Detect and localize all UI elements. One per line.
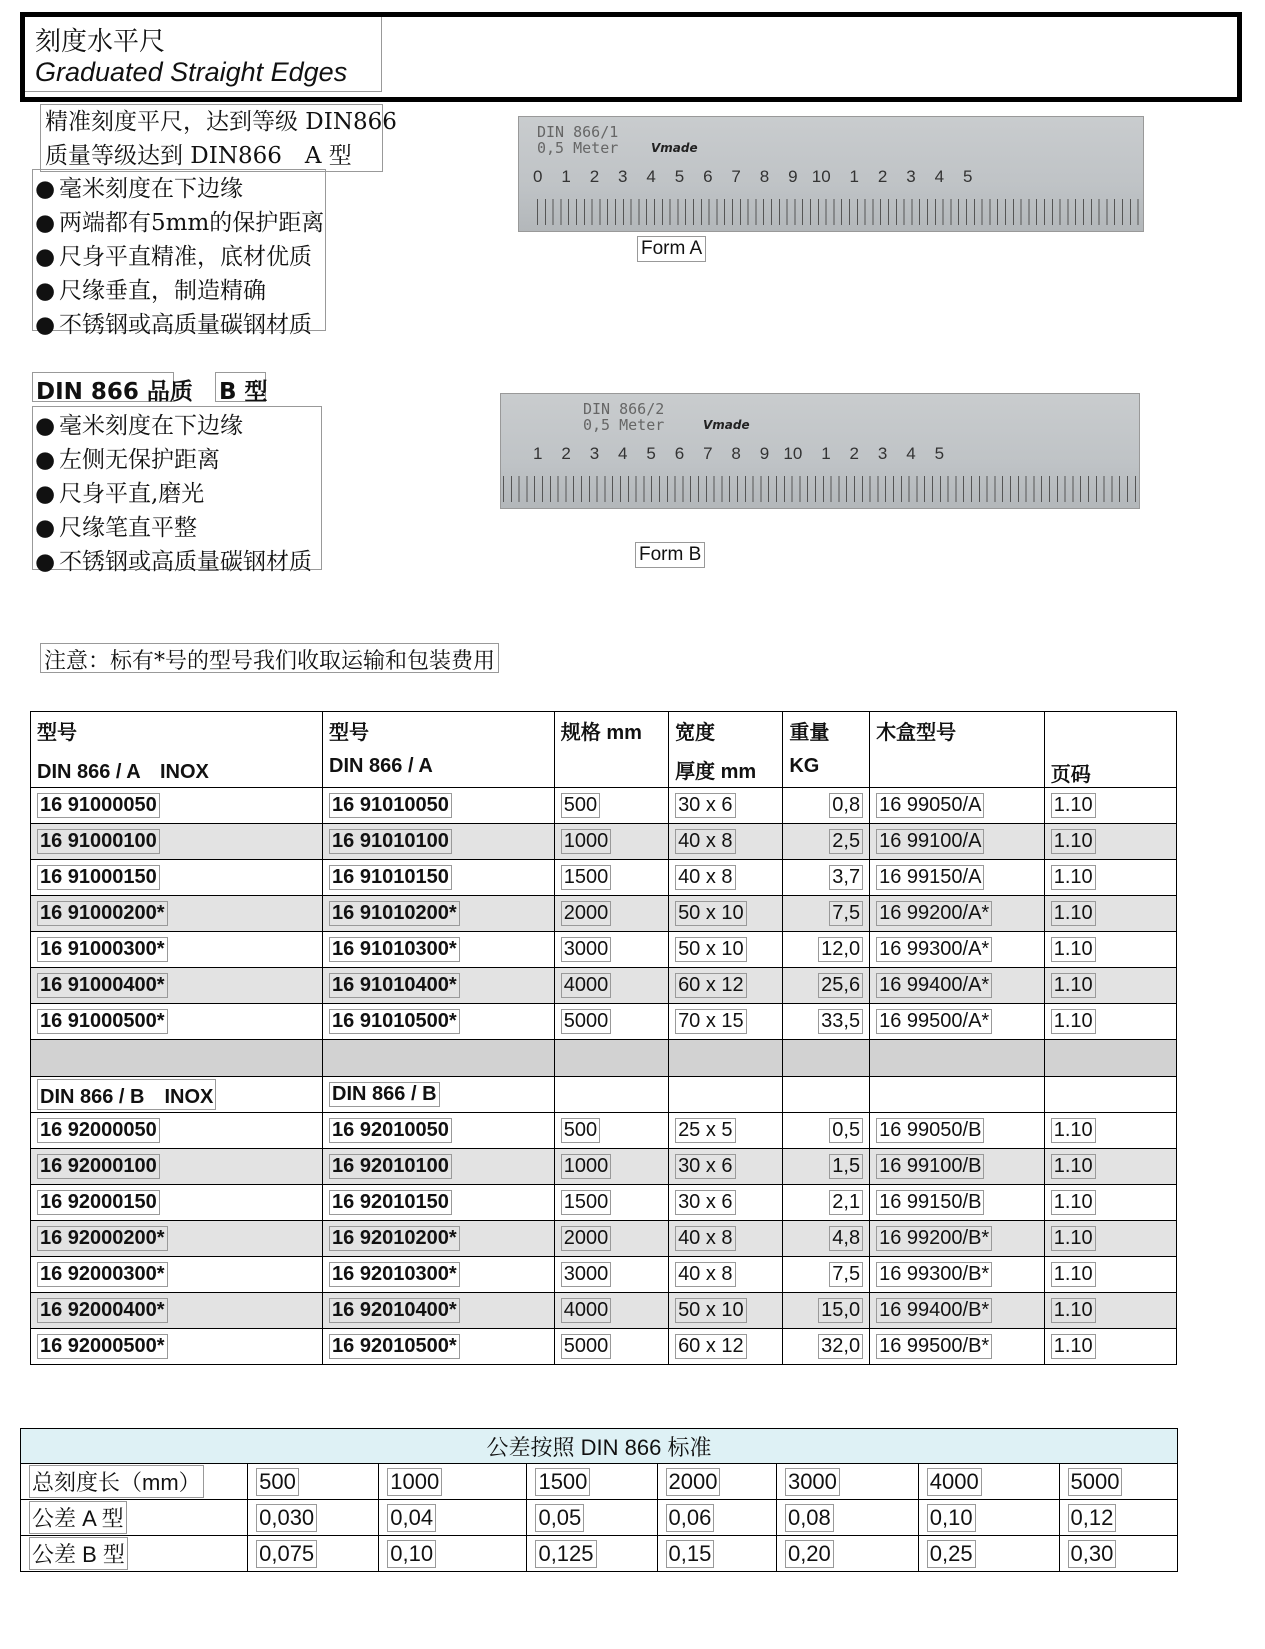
box-model-cell: 16 99050/B [870, 1113, 1045, 1149]
product-table [30, 711, 1177, 1365]
bullet-icon: ● [35, 515, 56, 541]
list-item: ● 尺缘笔直平整 [35, 515, 197, 541]
box-model-cell: 16 99150/A [870, 860, 1045, 896]
weight-cell: 0,8 [783, 788, 870, 824]
ruler-mark: 0,5 Meter [583, 416, 665, 434]
dimension-cell: 30 x 6 [669, 788, 783, 824]
model-inox-cell: 16 91000200* [31, 896, 323, 932]
box-model-cell: 16 99400/A* [870, 968, 1045, 1004]
tolerance-value: 0,075 [248, 1536, 379, 1572]
model-cell: 16 91010050 [323, 788, 555, 824]
tolerance-value: 0,15 [657, 1536, 776, 1572]
form-a-heading [40, 104, 397, 172]
form-b-model-header: DIN 866 / B [323, 1077, 555, 1113]
bullet-icon: ● [35, 549, 56, 575]
page-cell: 1.10 [1044, 860, 1176, 896]
size-cell: 1000 [554, 1149, 668, 1185]
box-model-cell: 16 99400/B* [870, 1293, 1045, 1329]
page-cell: 1.10 [1044, 1293, 1176, 1329]
model-inox-cell: 16 92000150 [31, 1185, 323, 1221]
box-model-cell: 16 99100/A [870, 824, 1045, 860]
header-weight: 重量 KG [783, 712, 870, 788]
dimension-cell: 60 x 12 [669, 1329, 783, 1365]
size-cell: 1500 [554, 1185, 668, 1221]
tolerance-label: 总刻度长（mm） [21, 1464, 248, 1500]
form-a-line1: 精准刻度平尺，达到等级 DIN866 [45, 109, 397, 135]
ruler-mark: DIN 866/2 [583, 400, 665, 418]
form-b-model-header: DIN 866 / B INOX [31, 1077, 323, 1113]
size-cell: 1000 [554, 824, 668, 860]
model-cell: 16 91010500* [323, 1004, 555, 1040]
bullet-icon: ● [35, 176, 56, 202]
bullet-icon: ● [35, 210, 56, 236]
tolerance-value: 0,10 [918, 1500, 1059, 1536]
page-cell: 1.10 [1044, 788, 1176, 824]
model-cell: 16 92010500* [323, 1329, 555, 1365]
ruler-mark: 0,5 Meter [537, 139, 619, 157]
box-model-cell: 16 99100/B [870, 1149, 1045, 1185]
list-item: ● 尺身平直精准，底材优质 [35, 244, 312, 270]
tolerance-value: 1000 [379, 1464, 527, 1500]
table-row [31, 1185, 1177, 1221]
tolerance-value: 0,12 [1059, 1500, 1177, 1536]
model-inox-cell: 16 91000100 [31, 824, 323, 860]
tolerance-title-row [21, 1429, 1178, 1464]
bullet-icon: ● [35, 312, 56, 338]
dimension-cell: 50 x 10 [669, 1293, 783, 1329]
tolerance-value: 0,04 [379, 1500, 527, 1536]
table-row [31, 788, 1177, 824]
model-cell: 16 92010200* [323, 1221, 555, 1257]
dimension-cell: 60 x 12 [669, 968, 783, 1004]
weight-cell: 15,0 [783, 1293, 870, 1329]
page-cell: 1.10 [1044, 1185, 1176, 1221]
box-model-cell: 16 99300/B* [870, 1257, 1045, 1293]
weight-cell: 3,7 [783, 860, 870, 896]
size-cell: 5000 [554, 1329, 668, 1365]
box-model-cell: 16 99050/A [870, 788, 1045, 824]
tolerance-row [21, 1464, 1178, 1500]
model-cell: 16 91010200* [323, 896, 555, 932]
list-item: ● 不锈钢或高质量碳钢材质 [35, 549, 312, 575]
page-title-cn: 刻度水平尺 [35, 27, 166, 57]
dimension-cell: 40 x 8 [669, 1257, 783, 1293]
page-cell: 1.10 [1044, 1149, 1176, 1185]
size-cell: 3000 [554, 932, 668, 968]
form-b-caption: Form B [635, 542, 705, 568]
weight-cell: 2,1 [783, 1185, 870, 1221]
tolerance-value: 1500 [527, 1464, 657, 1500]
header-wooden-box: 木盒型号 [870, 712, 1045, 788]
weight-cell: 32,0 [783, 1329, 870, 1365]
table-row [31, 1149, 1177, 1185]
page-title-en: Graduated Straight Edges [35, 57, 348, 87]
shipping-note: 注意：标有*号的型号我们收取运输和包装费用 [40, 643, 499, 673]
table-row [31, 824, 1177, 860]
tolerance-value: 0,030 [248, 1500, 379, 1536]
tolerance-value: 0,08 [776, 1500, 918, 1536]
tolerance-value: 0,05 [527, 1500, 657, 1536]
bullet-icon: ● [35, 481, 56, 507]
table-row [31, 1329, 1177, 1365]
list-item: ● 尺缘垂直，制造精确 [35, 278, 266, 304]
weight-cell: 7,5 [783, 896, 870, 932]
weight-cell: 12,0 [783, 932, 870, 968]
page-cell: 1.10 [1044, 1004, 1176, 1040]
table-row [31, 1293, 1177, 1329]
table-row [31, 1004, 1177, 1040]
model-inox-cell: 16 91000050 [31, 788, 323, 824]
dimension-cell: 30 x 6 [669, 1149, 783, 1185]
header-page: 页码 [1044, 712, 1176, 788]
ruler-numbers: 0 1 2 3 4 5 6 7 8 9 10 1 2 3 4 5 [533, 167, 973, 186]
form-b-type: B 型 [215, 372, 266, 402]
tolerance-value: 4000 [918, 1464, 1059, 1500]
dimension-cell: 40 x 8 [669, 1221, 783, 1257]
dimension-cell: 30 x 6 [669, 1185, 783, 1221]
model-inox-cell: 16 91000500* [31, 1004, 323, 1040]
page-cell: 1.10 [1044, 968, 1176, 1004]
model-cell: 16 92010050 [323, 1113, 555, 1149]
form-b-header-row [31, 1077, 1177, 1113]
form-a-caption: Form A [637, 236, 706, 262]
ruler-image-form-a [518, 116, 1144, 232]
tolerance-label: 公差 A 型 [21, 1500, 248, 1536]
model-cell: 16 92010100 [323, 1149, 555, 1185]
list-item: ● 两端都有5mm的保护距离 [35, 210, 325, 236]
table-row [31, 1257, 1177, 1293]
weight-cell: 33,5 [783, 1004, 870, 1040]
header-width-thickness: 宽度 厚度 mm [669, 712, 783, 788]
model-inox-cell: 16 92000400* [31, 1293, 323, 1329]
form-a-line2: 质量等级达到 DIN866 A 型 [45, 143, 352, 169]
form-b-title: DIN 866 品质 [32, 372, 174, 402]
weight-cell: 4,8 [783, 1221, 870, 1257]
table-row [31, 968, 1177, 1004]
size-cell: 500 [554, 788, 668, 824]
size-cell: 1500 [554, 860, 668, 896]
tolerance-row [21, 1536, 1178, 1572]
weight-cell: 25,6 [783, 968, 870, 1004]
page-cell: 1.10 [1044, 1113, 1176, 1149]
tolerance-table [20, 1428, 1178, 1572]
form-b-feature-list [32, 406, 322, 575]
table-row [31, 1221, 1177, 1257]
model-cell: 16 92010150 [323, 1185, 555, 1221]
model-inox-cell: 16 92000500* [31, 1329, 323, 1365]
model-inox-cell: 16 92000100 [31, 1149, 323, 1185]
size-cell: 2000 [554, 1221, 668, 1257]
table-row [31, 860, 1177, 896]
model-inox-cell: 16 92000050 [31, 1113, 323, 1149]
weight-cell: 7,5 [783, 1257, 870, 1293]
page-header [20, 12, 1242, 102]
tolerance-value: 500 [248, 1464, 379, 1500]
model-cell: 16 91010400* [323, 968, 555, 1004]
table-header-row [31, 712, 1177, 788]
page-cell: 1.10 [1044, 824, 1176, 860]
size-cell: 5000 [554, 1004, 668, 1040]
dimension-cell: 25 x 5 [669, 1113, 783, 1149]
form-a-feature-list [32, 169, 326, 338]
bullet-icon: ● [35, 447, 56, 473]
list-item: ● 毫米刻度在下边缘 [35, 176, 243, 202]
model-cell: 16 91010100 [323, 824, 555, 860]
tolerance-label: 公差 B 型 [21, 1536, 248, 1572]
header-size: 规格 mm [554, 712, 668, 788]
ruler-numbers: 1 2 3 4 5 6 7 8 9 10 1 2 3 4 5 [533, 444, 945, 463]
model-inox-cell: 16 92000300* [31, 1257, 323, 1293]
bullet-icon: ● [35, 413, 56, 439]
box-model-cell: 16 99500/A* [870, 1004, 1045, 1040]
model-inox-cell: 16 91000300* [31, 932, 323, 968]
tolerance-value: 0,125 [527, 1536, 657, 1572]
dimension-cell: 50 x 10 [669, 932, 783, 968]
tolerance-value: 0,25 [918, 1536, 1059, 1572]
size-cell: 2000 [554, 896, 668, 932]
ruler-image-form-b [500, 393, 1140, 509]
model-cell: 16 92010300* [323, 1257, 555, 1293]
list-item: ● 左侧无保护距离 [35, 447, 220, 473]
dimension-cell: 70 x 15 [669, 1004, 783, 1040]
header-model-inox: 型号 DIN 866 / A INOX [31, 712, 323, 788]
model-inox-cell: 16 91000400* [31, 968, 323, 1004]
ruler-ticks [537, 199, 1143, 225]
model-cell: 16 92010400* [323, 1293, 555, 1329]
tolerance-value: 2000 [657, 1464, 776, 1500]
size-cell: 500 [554, 1113, 668, 1149]
page-cell: 1.10 [1044, 896, 1176, 932]
size-cell: 4000 [554, 968, 668, 1004]
list-item: ● 不锈钢或高质量碳钢材质 [35, 312, 312, 338]
box-model-cell: 16 99300/A* [870, 932, 1045, 968]
separator-row [31, 1040, 1177, 1077]
brand-logo: Vmade [703, 418, 750, 432]
model-cell: 16 91010300* [323, 932, 555, 968]
box-model-cell: 16 99200/B* [870, 1221, 1045, 1257]
page-cell: 1.10 [1044, 1329, 1176, 1365]
model-inox-cell: 16 91000150 [31, 860, 323, 896]
tolerance-value: 3000 [776, 1464, 918, 1500]
table-row [31, 896, 1177, 932]
weight-cell: 1,5 [783, 1149, 870, 1185]
ruler-mark: DIN 866/1 [537, 123, 619, 141]
size-cell: 3000 [554, 1257, 668, 1293]
model-inox-cell: 16 92000200* [31, 1221, 323, 1257]
page-cell: 1.10 [1044, 1221, 1176, 1257]
tolerance-value: 0,30 [1059, 1536, 1177, 1572]
tolerance-value: 0,06 [657, 1500, 776, 1536]
header-model: 型号 DIN 866 / A [323, 712, 555, 788]
tolerance-value: 0,10 [379, 1536, 527, 1572]
dimension-cell: 40 x 8 [669, 824, 783, 860]
bullet-icon: ● [35, 278, 56, 304]
bullet-icon: ● [35, 244, 56, 270]
tolerance-value: 0,20 [776, 1536, 918, 1572]
size-cell: 4000 [554, 1293, 668, 1329]
list-item: ● 尺身平直,磨光 [35, 481, 205, 507]
tolerance-title: 公差按照 DIN 866 标准 [21, 1429, 1178, 1464]
model-cell: 16 91010150 [323, 860, 555, 896]
tolerance-row [21, 1500, 1178, 1536]
dimension-cell: 40 x 8 [669, 860, 783, 896]
table-row [31, 932, 1177, 968]
weight-cell: 0,5 [783, 1113, 870, 1149]
list-item: ● 毫米刻度在下边缘 [35, 413, 243, 439]
ruler-ticks [503, 476, 1139, 502]
box-model-cell: 16 99150/B [870, 1185, 1045, 1221]
page-cell: 1.10 [1044, 1257, 1176, 1293]
dimension-cell: 50 x 10 [669, 896, 783, 932]
brand-logo: Vmade [651, 141, 698, 155]
box-model-cell: 16 99500/B* [870, 1329, 1045, 1365]
box-model-cell: 16 99200/A* [870, 896, 1045, 932]
weight-cell: 2,5 [783, 824, 870, 860]
table-row [31, 1113, 1177, 1149]
tolerance-value: 5000 [1059, 1464, 1177, 1500]
page-cell: 1.10 [1044, 932, 1176, 968]
